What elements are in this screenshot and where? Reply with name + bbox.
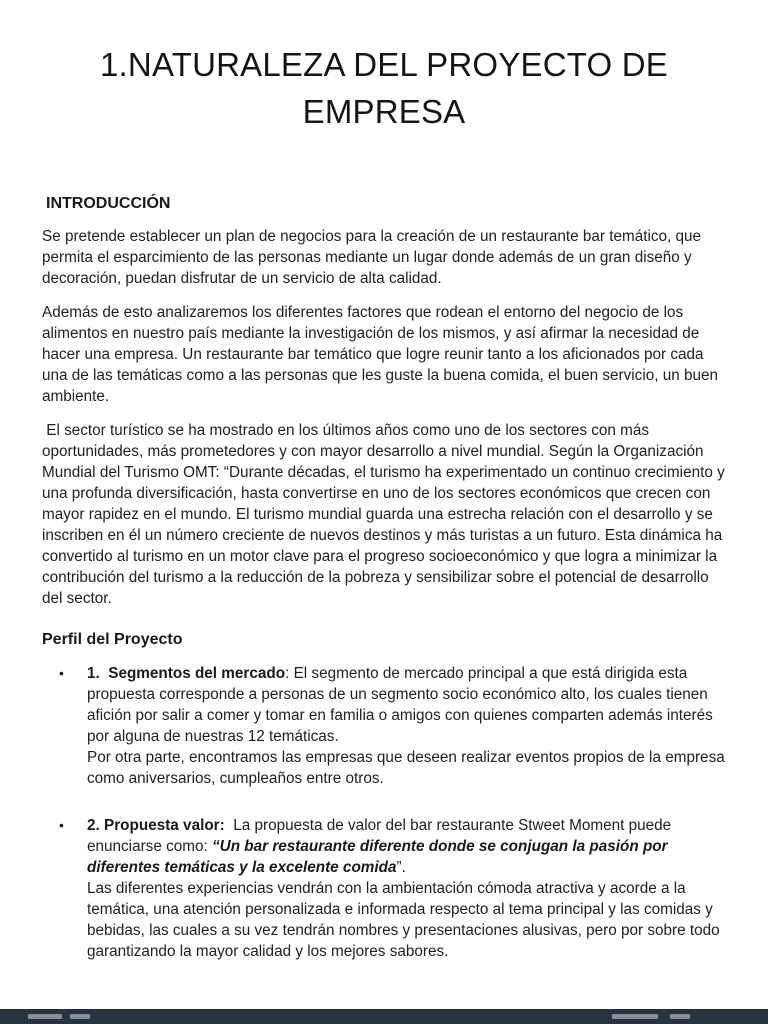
- bullet-segmentos-body: : El segmento de mercado principal a que está dirigida esta propuesta corresponde a personas de un segmento socio económico alto, los cuales tienen afición por salir a comer y tomar en familia o amigos con quienes comparten además interés por alguna de nuestras 12 temáticas.: [87, 665, 713, 745]
- bullet-propuesta-quote-close: ”.: [396, 859, 406, 876]
- bullet-marker: •: [59, 665, 64, 681]
- intro-heading: INTRODUCCIÓN: [46, 195, 171, 212]
- bullet-propuesta-label: 2. Propuesta valor:: [87, 817, 225, 834]
- bullet-segmentos-label: 1. Segmentos del mercado: [87, 665, 286, 682]
- bullet-propuesta-lead: La propuesta de valor del bar restaurante Stweet Moment puede enunciarse como:: [87, 817, 672, 855]
- bullet-marker: •: [59, 817, 64, 833]
- bullet-propuesta-quote: “Un bar restaurante diferente donde se conjugan la pasión por diferentes temáticas y la excelente comida: [87, 838, 668, 876]
- perfil-heading: Perfil del Proyecto: [42, 631, 183, 648]
- footer-mark: [612, 1014, 658, 1019]
- viewer-footer-bar: [0, 1009, 768, 1024]
- bullet-item-propuesta: [42, 815, 726, 962]
- intro-paragraph-3: El sector turístico se ha mostrado en los últimos años como uno de los sectores con más oportunidades, más prometedores y con mayor desarrollo a nivel mundial. Según la Organización Mundial del Turismo OMT: “Durante décadas, el turismo ha experimentado un continuo crecimiento y una profunda diversificación, hasta convertirse en uno de los sectores económicos que crecen con mayor rapidez en el mundo. El turismo mundial guarda una estrecha relación con el desarrollo y se inscriben en él un número creciente de nuevos destinos y más turistas a un futuro. Esta dinámica ha convertido al turismo en un motor clave para el progreso socioeconómico y que logra a minimizar la contribución del turismo a la reducción de la pobreza y sensibilizar sobre el potencial de desarrollo del sector.: [42, 422, 725, 607]
- footer-mark: [670, 1014, 690, 1019]
- footer-mark: [28, 1014, 62, 1019]
- bullet-segmentos-paragraph-2: Por otra parte, encontramos las empresas que deseen realizar eventos propios de la empresa como aniversarios, cumpleaños entre otros.: [87, 749, 725, 787]
- bullet-item-segmentos: [42, 663, 726, 789]
- document-body: [0, 226, 768, 962]
- bullet-propuesta-paragraph: [87, 815, 726, 878]
- bullet-item-segmentos-text: [87, 663, 726, 789]
- intro-paragraph-1: Se pretende establecer un plan de negocios para la creación de un restaurante bar temático, que permita el esparcimiento de las personas mediante un lugar donde además de un gran diseño y decoración, puedan disfrutar de un servicio de alta calidad.: [42, 228, 702, 287]
- footer-mark: [70, 1014, 90, 1019]
- bullet-propuesta-paragraph-2: Las diferentes experiencias vendrán con la ambientación cómoda atractiva y acorde a la temática, una atención personalizada e informada respecto al tema principal y las comidas y bebidas, las cuales a su vez tendrán nombres y presentaciones alusivas, pero por sobre todo garantizando la mayor calidad y los mejores sabores.: [87, 880, 720, 960]
- intro-paragraph-2: Además de esto analizaremos los diferentes factores que rodean el entorno del negocio de los alimentos en nuestro país mediante la investigación de los mismos, y así afirmar la necesidad de hacer una empresa. Un restaurante bar temático que logre reunir tanto a los aficionados por cada una de las temáticas como a las personas que les guste la buena comida, el buen servicio, un buen ambiente.: [42, 304, 719, 405]
- document-title: 1.NATURALEZA DEL PROYECTO DE EMPRESA: [100, 46, 668, 130]
- bullet-segmentos-paragraph: [87, 663, 726, 747]
- bullet-item-propuesta-text: [87, 815, 726, 962]
